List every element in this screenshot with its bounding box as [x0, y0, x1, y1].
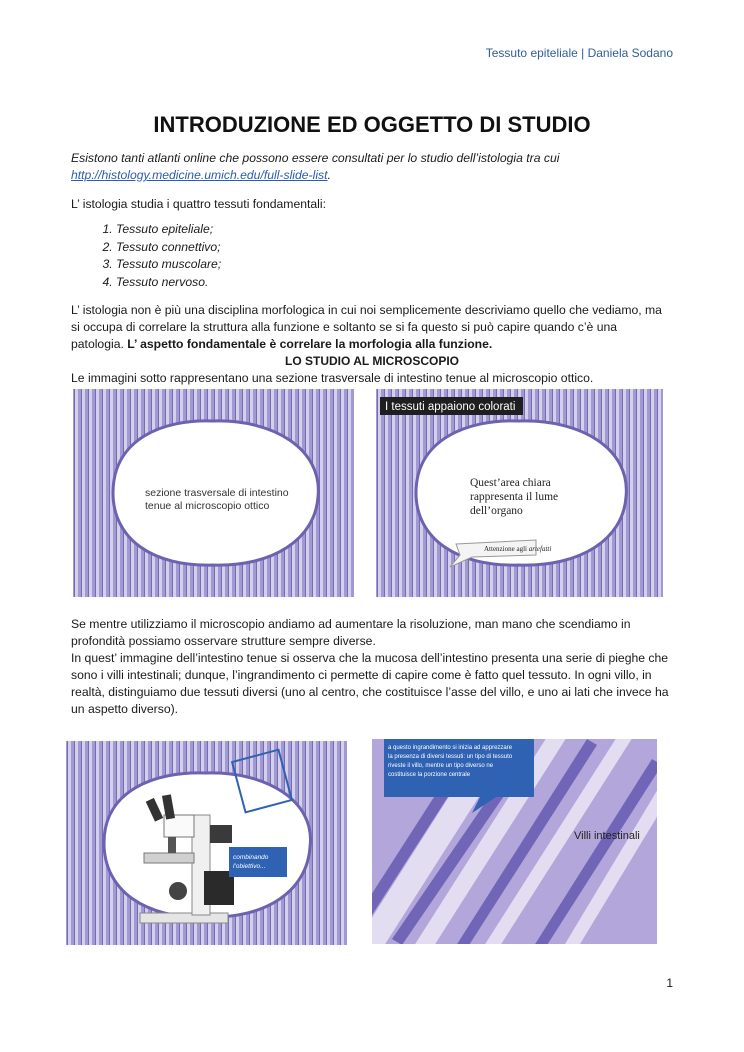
intestine-section-image: [73, 389, 354, 597]
list-item: 2. Tessuto connettivo;: [116, 239, 221, 257]
paragraph-resolution: [71, 616, 673, 718]
fig2-label-line3: dell’organo: [470, 505, 523, 517]
fig1-label-line1: sezione trasversale di intestino: [145, 487, 289, 499]
morphology-bold: L’ aspetto fondamentale è correlare la morfologia alla funzione.: [127, 337, 493, 351]
fig4-callout-line1: a questo ingrandimento si inizia ad apprezzare: [388, 745, 513, 751]
fig3-callout-line1: combinando: [233, 854, 269, 861]
page-title: INTRODUZIONE ED OGGETTO DI STUDIO: [153, 112, 591, 137]
fig2-label-line1: Quest’area chiara: [470, 477, 551, 489]
fig4-label: Villi intestinali: [574, 830, 640, 842]
villi-detail-image: [372, 739, 657, 944]
figure-microscope: [66, 741, 347, 945]
histology-link[interactable]: http://histology.medicine.umich.edu/full-slide-list: [71, 168, 328, 182]
figure-intestine-section: [73, 389, 354, 597]
figure-stained-tissue: [376, 389, 663, 597]
tissues-intro: L’ istologia studia i quattro tessuti fondamentali:: [71, 197, 326, 211]
intro-paragraph: [71, 150, 673, 184]
fig1-label-line2: tenue al microscopio ottico: [145, 500, 270, 512]
figure-villi-detail: [372, 739, 657, 944]
list-item: 1. Tessuto epiteliale;: [116, 221, 221, 239]
fig4-callout-line4: costituisce la porzione centrale: [388, 772, 471, 778]
fig3-callout-line2: l’obiettivo...: [233, 863, 266, 870]
fig2-banner: I tessuti appaiono colorati: [385, 401, 516, 413]
intro-text: Esistono tanti atlanti online che possono essere consultati per lo studio dell’istologia tra cui: [71, 151, 560, 165]
fig2-label-line2: rappresenta il lume: [470, 491, 559, 503]
page-header: Tessuto epiteliale | Daniela Sodano: [485, 46, 673, 60]
resolution-line2: In quest’ immagine dell’intestino tenue si osserva che la mucosa dell’intestino presenta una serie di pieghe che sono i villi intestinali; dunque, l’ingrandimento ci permette di capire come è fatto quel tessuto. In ogni villo, in realtà, distinguiamo due tessuti diversi (uno al centro, che costituisce l’asse del villo, e uno ai lati che invece ha un aspetto diverso).: [71, 651, 669, 716]
stained-tissue-image: [376, 389, 663, 597]
morphology-text: L’ istologia non è più una disciplina morfologica in cui noi semplicemente descriviamo quello che vediamo, ma si occupa di correlare la struttura alla funzione e soltanto se si fa questo si può capire quando c’è una patologia.: [71, 303, 662, 351]
fig4-callout-line3: riveste il villo, mentre un tipo diverso ne: [388, 763, 494, 769]
tissues-list: [92, 221, 221, 291]
section-text: Le immagini sotto rappresentano una sezione trasversale di intestino tenue al microscopio ottico.: [71, 371, 594, 385]
microscope-image: [66, 741, 347, 945]
page-number: 1: [666, 976, 673, 990]
list-item: 3. Tessuto muscolare;: [116, 256, 221, 274]
section-heading: LO STUDIO AL MICROSCOPIO: [284, 354, 459, 368]
fig4-callout-line2: la presenza di diversi tessuti: un tipo di tessuto: [388, 754, 513, 760]
fig2-note: Attenzione agli artefatti: [484, 545, 552, 553]
list-item: 4. Tessuto nervoso.: [116, 274, 221, 292]
intro-period: .: [327, 168, 331, 182]
resolution-line1: Se mentre utilizziamo il microscopio andiamo ad aumentare la risoluzione, man mano che scendiamo in profondità possiamo osservare strutture sempre diverse.: [71, 617, 631, 648]
paragraph-morphology: [71, 302, 673, 353]
